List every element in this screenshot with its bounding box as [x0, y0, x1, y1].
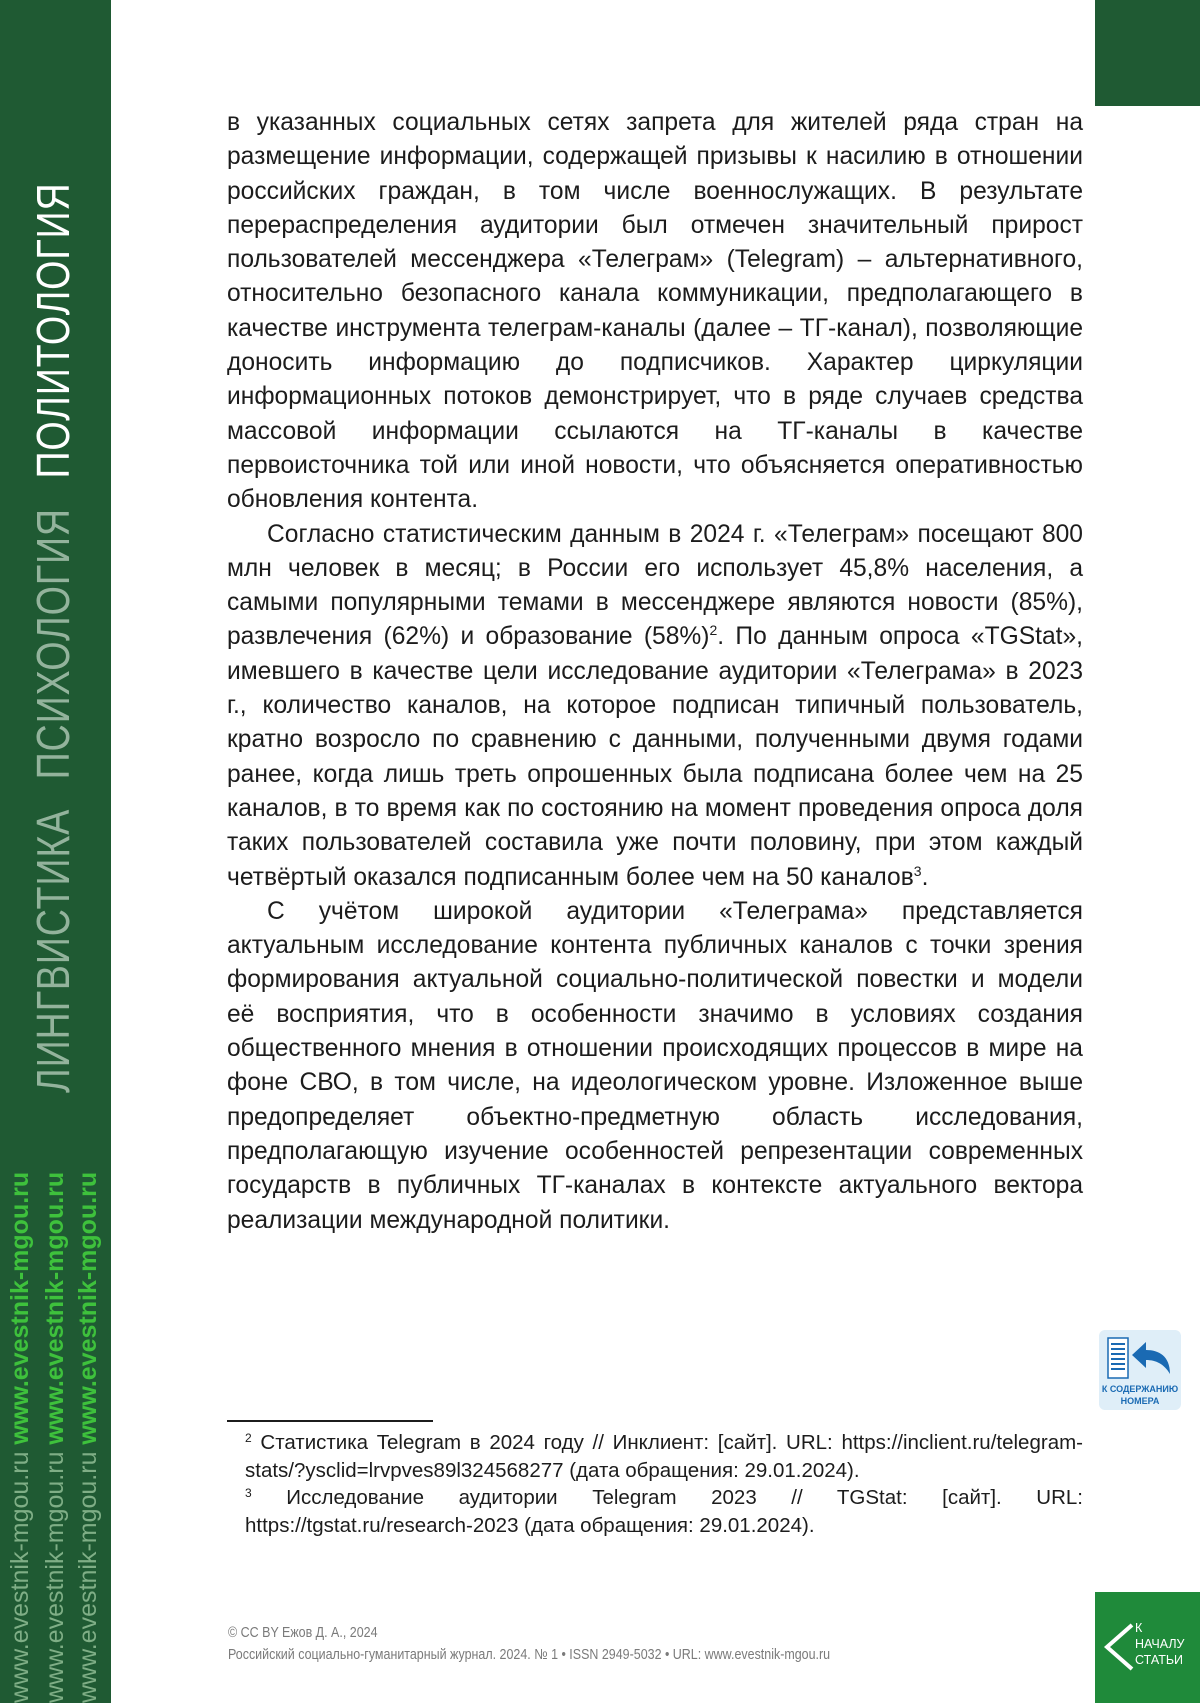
site-link-dim[interactable]: www.evestnik-mgou.ru [6, 1451, 34, 1703]
contents-button[interactable] [1099, 1330, 1181, 1410]
paragraph-1: в указанных социальных сетях запрета для жителей ряда стран на размещение информации, содержащей призывы к насилию в отношении российских граждан, в том числе военнослужащих. В результате перераспределения аудитории был отмечен значительный прирост пользователей мессенджера «Телеграм» (Telegram) – альтернативного, относительно безопасного канала коммуникации, предполагающего в качестве инструмента телеграм-каналы (далее – ТГ-канал), позволяющие доносить информацию до подписчиков. Характер циркуляции информационных потоков демонстрирует, что в ряде случаев средства массовой информации ссылаются на ТГ-каналы в качестве первоисточника той или иной новости, что объясняется оперативностью обновления контента. [227, 109, 1083, 514]
site-link-bright[interactable]: www.evestnik-mgou.ru [41, 1171, 69, 1445]
chevron-left-icon [1102, 1622, 1136, 1672]
footnote-ref-2[interactable]: 2 [709, 622, 718, 639]
section-linguistics[interactable]: ЛИНГВИСТИКА [27, 808, 79, 1093]
site-link-bright[interactable]: www.evestnik-mgou.ru [6, 1171, 34, 1445]
site-link-line[interactable] [41, 1172, 70, 1703]
footnote-number: 3 [245, 1486, 252, 1500]
footnotes [245, 1429, 1083, 1539]
footnote-number: 2 [245, 1431, 252, 1445]
footnote-text: Исследование аудитории Telegram 2023 // TGStat: [сайт]. URL: https://tgstat.ru/research-2023 (дата обращения: 29.01.2024). [245, 1486, 1083, 1537]
paragraph-3: С учётом широкой аудитории «Телеграма» представляется актуальным исследование контента публичных каналов с точки зрения формирования актуальной социально-политической повестки и модели её восприятия, что в особенности значимо в условиях создания общественного мнения в отношении происходящих процессов в мире на фоне СВО, в том числе, на идеологическом уровне. Изложенное выше предопределяет объектно-предметную область исследования, предполагающую изучение особенностей репрезентации современных государств в публичных ТГ-каналах в контексте актуального вектора реализации международной политики. [227, 897, 1083, 1234]
paragraph-2-text-a: Согласно статистическим данным в 2024 г. «Телеграм» посещают 800 млн человек в месяц; в России его использует 45,8% населения, а самыми популярными темами в мессенджере являются новости (85%), развлечения (62%) и образование (58%) [227, 520, 1083, 651]
article-body [227, 106, 1083, 1238]
contents-icon [1104, 1336, 1176, 1382]
site-link-line[interactable] [6, 1172, 35, 1703]
contents-label-line-2: НОМЕРА [1120, 1396, 1160, 1406]
journal-line: Российский социально-гуманитарный журнал. 2024. № 1 • ISSN 2949-5032 • URL: www.evestnik-mgou.ru [228, 1647, 831, 1663]
site-link-dim[interactable]: www.evestnik-mgou.ru [74, 1451, 102, 1703]
paragraph-2-text-c: . [921, 863, 929, 891]
paragraph-2-text-b: . По данным опроса «TGStat», имевшего в качестве цели исследование аудитории «Телеграма» в 2023 г., количество каналов, на которое подписан типичный пользователь, кратно возросло по сравнению с данными, полученными двумя годами ранее, когда лишь треть опрошенных была подписана более чем на 25 каналов, в то время как по состоянию на момент проведения опроса доля таких пользователей составила уже почти половину, при этом каждый четвёртый оказался подписанным более чем на 50 каналов [227, 623, 1083, 891]
footnote-divider [227, 1420, 433, 1422]
start-label-line-3: СТАТЬИ [1135, 1653, 1184, 1667]
site-link-line[interactable] [74, 1172, 103, 1703]
start-label-line-2: НАЧАЛУ [1135, 1637, 1185, 1651]
copyright-line: © CC BY Ежов Д. А., 2024 [228, 1625, 378, 1641]
footnote-ref-3[interactable]: 3 [913, 862, 922, 879]
start-label-line-1: К [1135, 1621, 1143, 1635]
sidebar [0, 0, 111, 1703]
footnote-3 [245, 1484, 1083, 1539]
site-link-bright[interactable]: www.evestnik-mgou.ru [74, 1171, 102, 1445]
section-political-science[interactable]: ПОЛИТОЛОГИЯ [27, 182, 79, 479]
contents-label-line-1: К СОДЕРЖАНИЮ [1101, 1384, 1179, 1394]
contents-label [1099, 1383, 1181, 1407]
page-credits [228, 1622, 830, 1666]
section-psychology[interactable]: ПСИХОЛОГИЯ [27, 508, 79, 780]
section-tabs [26, 153, 80, 1093]
footnote-text: Статистика Telegram в 2024 году // Инклиент: [сайт]. URL: https://inclient.ru/telegram-stats/?ysclid=lrvpves89l324568277 (дата обращения: 29.01.2024). [245, 1431, 1083, 1482]
corner-decoration [1095, 0, 1200, 106]
back-to-start-button[interactable] [1095, 1592, 1200, 1703]
paragraph-2 [227, 518, 1083, 895]
site-link-dim[interactable]: www.evestnik-mgou.ru [41, 1451, 69, 1703]
back-to-start-label [1135, 1620, 1184, 1668]
footnote-2 [245, 1429, 1083, 1484]
